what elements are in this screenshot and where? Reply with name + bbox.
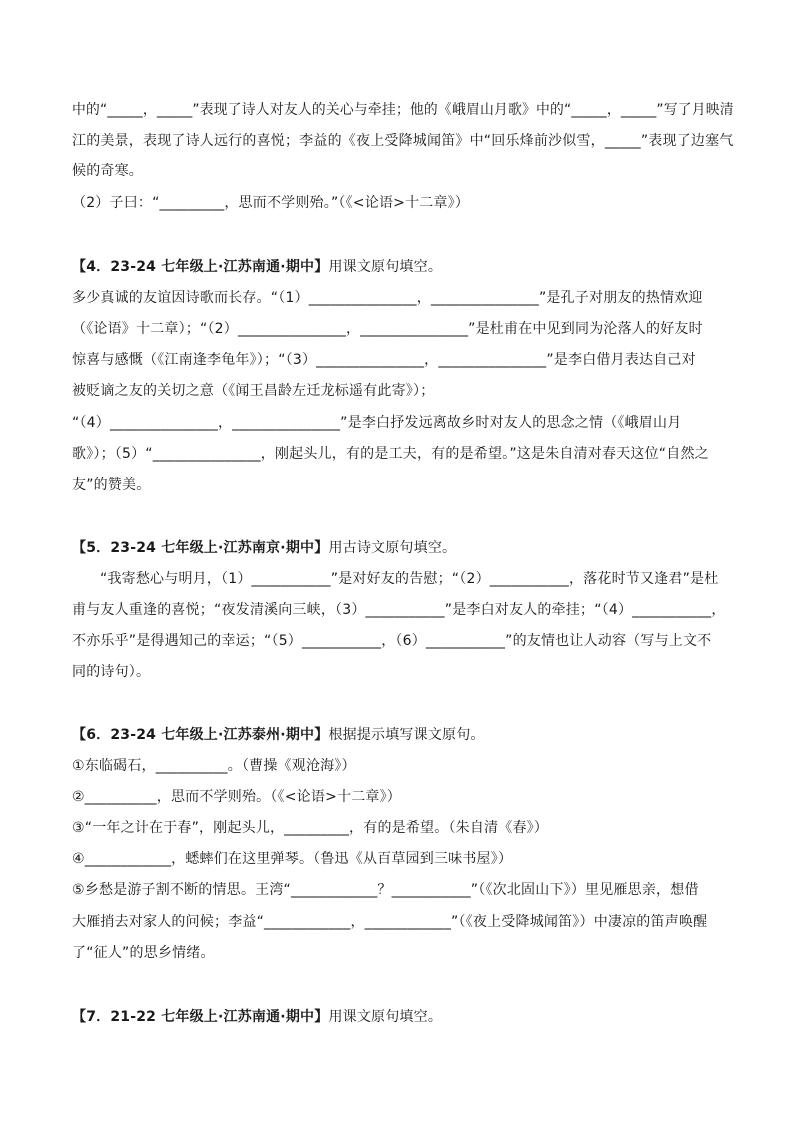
question-heading xyxy=(72,257,442,277)
question-label: 【6．23-24 七年级上·江苏泰州·期中】 xyxy=(72,727,329,743)
question-heading xyxy=(72,538,456,558)
question-label: 【5．23-24 七年级上·江苏南京·期中】 xyxy=(72,540,329,556)
text-line: ③“一年之计在于春”，刚起头儿，_________，有的是希望。（朱自清《春》） xyxy=(72,820,549,836)
text-line: ①东临碣石，__________。（曹操《观沧海》） xyxy=(72,758,356,774)
text-line: 江的美景，表现了诗人远行的喜悦；李益的《夜上受降城闻笛》中“回乐烽前沙似雪，_____”表现了边塞气 xyxy=(72,133,734,149)
text-line: 被贬谪之友的关切之意（《闻王昌龄左迁龙标遥有此寄》）； xyxy=(72,383,435,399)
question-instruction: 用课文原句填空。 xyxy=(328,1009,443,1025)
text-line: 大雁捎去对家人的问候；李益“____________，____________”（《夜上受降城闻笛》）中凄凉的笛声唤醒 xyxy=(72,914,708,930)
text-line: 歌》）；（5）“_______________，刚起头儿，有的是工夫，有的是希望。”这是朱自清对春天这位“自然之 xyxy=(72,446,709,462)
question-label: 【4．23-24 七年级上·江苏南通·期中】 xyxy=(72,259,329,275)
text-line: 候的奇寒。 xyxy=(72,163,143,179)
text-line: 惊喜与感慨（《江南逢李龟年》）；“（3）_______________，_______________”是李白借月表达自己对 xyxy=(72,352,696,368)
text-line: 中的“_____，_____”表现了诗人对友人的关心与牵挂；他的《峨眉山月歌》中的“_____，_____”写了月映清 xyxy=(72,102,734,118)
question-heading xyxy=(72,1007,442,1027)
question-instruction: 用课文原句填空。 xyxy=(328,259,443,275)
text-line: “我寄愁心与明月，（1）___________”是对好友的告慰；“（2）___________，落花时节又逢君”是杜 xyxy=(100,571,719,587)
text-line: ②__________，思而不学则殆。（《<论语>十二章》） xyxy=(72,789,402,805)
question-heading xyxy=(72,725,485,745)
text-line: 多少真诚的友谊因诗歌而长存。“（1）_______________，_______________”是孔子对朋友的热情欢迎 xyxy=(72,290,703,306)
text-line: 友”的赞美。 xyxy=(72,477,151,493)
question-instruction: 根据提示填写课文原句。 xyxy=(328,727,485,743)
text-line: （2）子曰：“_________，思而不学则殆。”（《<论语>十二章》） xyxy=(72,195,470,211)
text-line: 同的诗句）。 xyxy=(72,664,151,680)
text-line: 甫与友人重逢的喜悦；“夜发清溪向三峡，（3）___________”是李白对友人的牵挂；“（4）___________， xyxy=(72,602,726,618)
question-instruction: 用古诗文原句填空。 xyxy=(328,540,457,556)
text-line: ⑤乡愁是游子割不断的情思。王湾“____________？___________”（《次北固山下》）里见雁思亲，想借 xyxy=(72,882,699,898)
text-line: “（4）_______________，_______________”是李白抒发远离故乡时对友人的思念之情（《峨眉山月 xyxy=(72,415,682,431)
text-line: 不亦乐乎”是得遇知己的幸运；“（5）___________，（6）___________”的友情也让人动容（写与上文不 xyxy=(72,633,712,649)
text-line: 了“征人”的思乡情绪。 xyxy=(72,945,215,961)
question-label: 【7．21-22 七年级上·江苏南通·期中】 xyxy=(72,1009,329,1025)
text-line: （《论语》十二章）；“（2）_______________，_______________”是杜甫在中见到同为沦落人的好友时 xyxy=(72,321,703,337)
text-line: ④____________，蟋蟀们在这里弹琴。（鲁迅《从百草园到三味书屋》） xyxy=(72,851,513,867)
